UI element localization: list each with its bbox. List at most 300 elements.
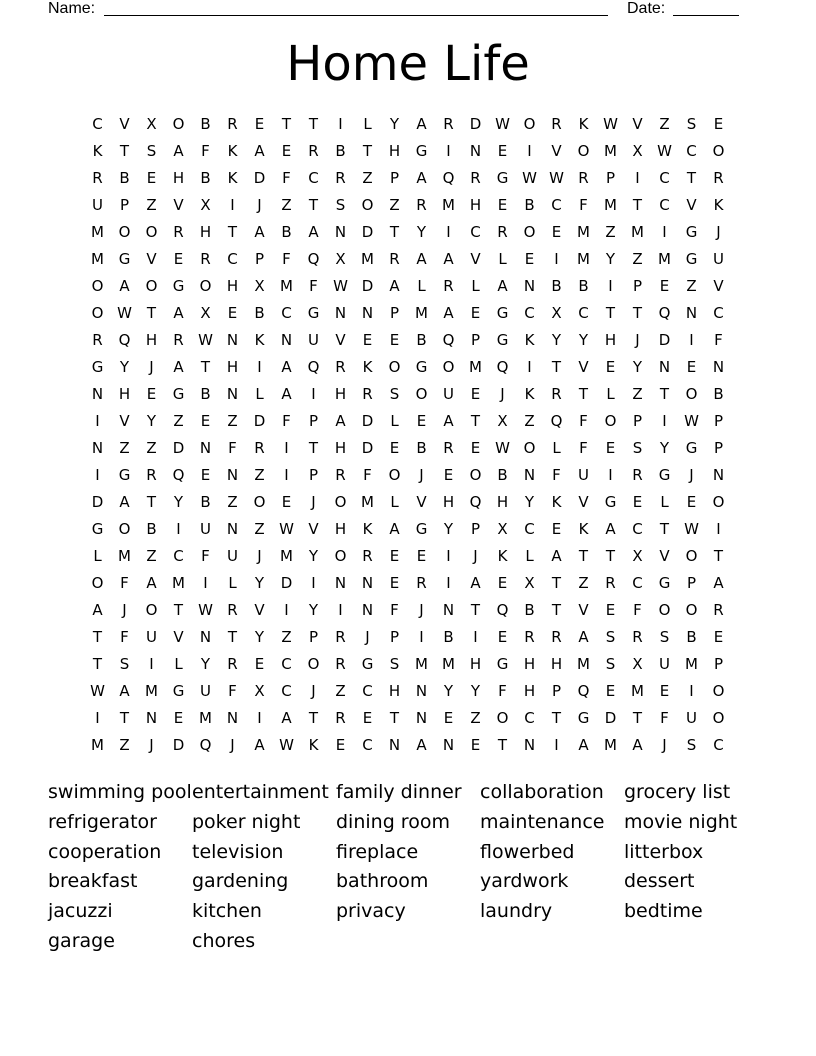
grid-letter: F: [390, 601, 399, 619]
grid-letter: U: [713, 250, 724, 268]
grid-letter: E: [443, 466, 454, 484]
grid-letter: S: [686, 736, 697, 754]
grid-letter: T: [362, 142, 373, 160]
grid-letter: R: [173, 223, 184, 241]
grid-letter: B: [524, 601, 535, 619]
word-list-item: garage: [48, 929, 115, 952]
grid-letter: I: [689, 682, 694, 700]
grid-letter: I: [284, 466, 289, 484]
grid-letter: C: [524, 709, 535, 727]
grid-letter: J: [500, 385, 505, 403]
grid-letter: Y: [200, 655, 211, 673]
grid-letter: E: [146, 385, 157, 403]
grid-letter: E: [497, 196, 508, 214]
grid-letter: T: [605, 547, 616, 565]
grid-letter: N: [145, 709, 158, 727]
grid-letter: M: [469, 358, 482, 376]
grid-letter: E: [497, 628, 508, 646]
grid-letter: T: [281, 115, 292, 133]
grid-letter: E: [551, 223, 562, 241]
name-blank-line: [104, 15, 608, 16]
grid-letter: A: [335, 412, 346, 430]
grid-letter: R: [335, 655, 346, 673]
grid-letter: I: [257, 358, 262, 376]
grid-letter: R: [416, 196, 427, 214]
grid-letter: O: [118, 520, 131, 538]
grid-letter: M: [604, 196, 617, 214]
grid-letter: Q: [496, 601, 509, 619]
grid-letter: Z: [119, 439, 130, 457]
grid-letter: W: [684, 412, 699, 430]
grid-letter: N: [226, 520, 239, 538]
grid-letter: I: [446, 142, 451, 160]
grid-letter: O: [172, 115, 185, 133]
grid-letter: E: [659, 277, 670, 295]
grid-letter: N: [199, 628, 212, 646]
grid-letter: X: [632, 655, 643, 673]
grid-letter: A: [281, 385, 292, 403]
grid-letter: F: [282, 250, 291, 268]
grid-letter: M: [91, 250, 104, 268]
grid-letter: P: [713, 655, 724, 673]
grid-letter: T: [551, 574, 562, 592]
grid-letter: O: [469, 466, 482, 484]
grid-letter: J: [662, 736, 667, 754]
grid-letter: B: [335, 142, 346, 160]
grid-letter: N: [91, 439, 104, 457]
grid-letter: E: [389, 547, 400, 565]
grid-letter: C: [281, 655, 292, 673]
grid-letter: W: [333, 277, 348, 295]
grid-letter: B: [416, 331, 427, 349]
grid-letter: I: [635, 169, 640, 187]
grid-letter: N: [226, 709, 239, 727]
grid-letter: F: [201, 142, 210, 160]
grid-letter: O: [523, 439, 536, 457]
grid-letter: Y: [254, 628, 265, 646]
grid-letter: V: [659, 547, 670, 565]
grid-letter: U: [308, 331, 319, 349]
grid-letter: I: [176, 520, 181, 538]
grid-letter: E: [389, 439, 400, 457]
grid-letter: B: [416, 439, 427, 457]
grid-letter: A: [416, 115, 427, 133]
grid-letter: E: [686, 493, 697, 511]
grid-letter: H: [226, 277, 239, 295]
grid-letter: E: [389, 574, 400, 592]
grid-letter: G: [172, 385, 185, 403]
grid-letter: A: [416, 169, 427, 187]
grid-letter: Z: [686, 277, 697, 295]
grid-letter: I: [95, 412, 100, 430]
grid-letter: V: [416, 493, 427, 511]
grid-letter: A: [119, 277, 130, 295]
grid-letter: T: [308, 115, 319, 133]
grid-letter: Y: [632, 358, 643, 376]
grid-letter: B: [524, 196, 535, 214]
grid-letter: X: [200, 304, 211, 322]
grid-letter: S: [632, 439, 643, 457]
grid-letter: U: [443, 385, 454, 403]
grid-letter: S: [389, 655, 400, 673]
grid-letter: E: [200, 466, 211, 484]
grid-letter: B: [551, 277, 562, 295]
grid-letter: N: [712, 358, 725, 376]
grid-letter: I: [554, 250, 559, 268]
grid-letter: F: [660, 709, 669, 727]
grid-letter: H: [172, 169, 185, 187]
grid-letter: D: [361, 277, 374, 295]
grid-letter: W: [279, 736, 294, 754]
grid-letter: C: [524, 520, 535, 538]
grid-letter: R: [578, 169, 589, 187]
grid-letter: T: [308, 196, 319, 214]
grid-letter: P: [308, 466, 319, 484]
grid-letter: I: [608, 277, 613, 295]
grid-letter: N: [685, 304, 698, 322]
grid-letter: R: [227, 601, 238, 619]
grid-letter: R: [92, 331, 103, 349]
grid-letter: T: [578, 547, 589, 565]
grid-letter: U: [227, 547, 238, 565]
word-list-item: flowerbed: [480, 840, 575, 863]
grid-letter: C: [713, 304, 724, 322]
grid-letter: L: [255, 385, 264, 403]
grid-letter: G: [415, 358, 428, 376]
grid-letter: R: [551, 385, 562, 403]
grid-letter: G: [685, 439, 698, 457]
grid-letter: L: [363, 115, 372, 133]
grid-letter: P: [470, 520, 481, 538]
grid-letter: R: [254, 439, 265, 457]
grid-letter: Q: [496, 358, 509, 376]
grid-letter: F: [120, 628, 129, 646]
grid-letter: T: [389, 223, 400, 241]
grid-letter: Q: [469, 493, 482, 511]
word-list-item: grocery list: [624, 781, 731, 803]
grid-letter: T: [551, 358, 562, 376]
grid-letter: C: [686, 142, 697, 160]
grid-letter: G: [685, 223, 698, 241]
grid-letter: M: [577, 250, 590, 268]
grid-letter: L: [660, 493, 669, 511]
grid-letter: O: [442, 358, 455, 376]
grid-letter: R: [362, 385, 373, 403]
grid-letter: K: [227, 142, 238, 160]
grid-letter: H: [469, 196, 482, 214]
grid-letter: W: [198, 331, 213, 349]
grid-letter: E: [713, 628, 724, 646]
grid-letter: N: [361, 601, 374, 619]
grid-letter: R: [200, 250, 211, 268]
grid-letter: B: [443, 628, 454, 646]
grid-letter: K: [524, 331, 535, 349]
grid-letter: I: [257, 709, 262, 727]
grid-letter: X: [551, 304, 562, 322]
grid-letter: S: [605, 655, 616, 673]
grid-letter: H: [226, 358, 239, 376]
grid-letter: G: [604, 493, 617, 511]
grid-letter: P: [713, 412, 724, 430]
grid-letter: M: [631, 223, 644, 241]
grid-letter: I: [527, 358, 532, 376]
grid-letter: A: [416, 736, 427, 754]
grid-letter: C: [173, 547, 184, 565]
grid-letter: A: [281, 709, 292, 727]
grid-letter: J: [635, 331, 640, 349]
grid-letter: J: [257, 196, 262, 214]
grid-letter: V: [578, 601, 589, 619]
grid-letter: Y: [524, 493, 535, 511]
grid-letter: Z: [146, 547, 157, 565]
grid-letter: O: [712, 493, 725, 511]
grid-letter: H: [334, 520, 347, 538]
grid-letter: M: [361, 493, 374, 511]
grid-letter: J: [311, 682, 316, 700]
grid-letter: K: [227, 169, 238, 187]
grid-letter: I: [230, 196, 235, 214]
grid-letter: M: [577, 655, 590, 673]
grid-letter: O: [685, 547, 698, 565]
grid-letter: B: [254, 304, 265, 322]
grid-letter: A: [119, 682, 130, 700]
grid-letter: O: [523, 115, 536, 133]
grid-letter: M: [577, 223, 590, 241]
grid-letter: D: [91, 493, 104, 511]
grid-letter: E: [713, 115, 724, 133]
grid-letter: X: [497, 520, 508, 538]
grid-letter: V: [551, 142, 562, 160]
grid-letter: O: [334, 547, 347, 565]
grid-letter: B: [281, 223, 292, 241]
grid-letter: Y: [308, 601, 319, 619]
grid-letter: M: [415, 304, 428, 322]
grid-letter: N: [361, 574, 374, 592]
grid-letter: P: [551, 682, 562, 700]
grid-letter: G: [658, 574, 671, 592]
grid-letter: R: [497, 223, 508, 241]
grid-letter: Z: [335, 682, 346, 700]
grid-letter: H: [523, 655, 536, 673]
grid-letter: M: [280, 277, 293, 295]
grid-letter: I: [95, 466, 100, 484]
grid-letter: E: [551, 520, 562, 538]
grid-letter: P: [308, 628, 319, 646]
grid-letter: E: [146, 169, 157, 187]
grid-letter: V: [713, 277, 724, 295]
grid-letter: E: [200, 412, 211, 430]
grid-letter: P: [632, 412, 643, 430]
grid-letter: X: [335, 250, 346, 268]
grid-letter: W: [279, 520, 294, 538]
grid-letter: M: [658, 250, 671, 268]
grid-letter: G: [91, 358, 104, 376]
grid-letter: T: [146, 304, 157, 322]
grid-letter: T: [119, 709, 130, 727]
grid-letter: F: [201, 547, 210, 565]
grid-letter: C: [551, 196, 562, 214]
grid-letter: A: [173, 358, 184, 376]
header-line: [48, 0, 748, 18]
grid-letter: I: [311, 574, 316, 592]
grid-letter: C: [470, 223, 481, 241]
grid-letter: A: [173, 304, 184, 322]
grid-letter: F: [552, 466, 561, 484]
grid-letter: D: [658, 331, 671, 349]
grid-letter: F: [714, 331, 723, 349]
grid-letter: E: [605, 682, 616, 700]
grid-letter: Z: [632, 250, 643, 268]
grid-letter: F: [282, 169, 291, 187]
word-list: [48, 778, 768, 957]
grid-letter: Z: [146, 196, 157, 214]
date-label: Date:: [627, 0, 666, 17]
grid-letter: H: [199, 223, 212, 241]
grid-letter: R: [146, 466, 157, 484]
grid-letter: E: [416, 412, 427, 430]
word-list-item: dining room: [336, 810, 450, 833]
grid-letter: C: [281, 682, 292, 700]
grid-letter: I: [554, 736, 559, 754]
grid-letter: R: [443, 277, 454, 295]
grid-letter: Z: [389, 196, 400, 214]
grid-letter: G: [118, 466, 131, 484]
word-list-item: dessert: [624, 870, 695, 893]
grid-letter: V: [173, 196, 184, 214]
grid-letter: G: [361, 655, 374, 673]
grid-letter: J: [257, 547, 262, 565]
grid-letter: T: [146, 493, 157, 511]
word-list-item: privacy: [336, 900, 406, 923]
grid-letter: A: [254, 142, 265, 160]
grid-letter: T: [173, 601, 184, 619]
grid-letter: O: [91, 277, 104, 295]
grid-letter: G: [91, 520, 104, 538]
grid-letter: R: [605, 574, 616, 592]
grid-letter: Q: [442, 331, 455, 349]
grid-letter: E: [470, 385, 481, 403]
grid-letter: R: [173, 331, 184, 349]
grid-letter: R: [335, 466, 346, 484]
grid-letter: L: [417, 277, 426, 295]
grid-letter: H: [334, 385, 347, 403]
grid-letter: Q: [307, 358, 320, 376]
grid-letter: N: [91, 385, 104, 403]
grid-letter: C: [92, 115, 103, 133]
grid-letter: A: [308, 223, 319, 241]
grid-letter: N: [415, 682, 428, 700]
grid-letter: I: [689, 331, 694, 349]
grid-letter: L: [390, 493, 399, 511]
grid-letter: G: [577, 709, 590, 727]
grid-letter: X: [254, 682, 265, 700]
grid-letter: F: [498, 682, 507, 700]
grid-letter: O: [91, 304, 104, 322]
grid-letter: K: [362, 358, 373, 376]
grid-letter: E: [254, 115, 265, 133]
grid-letter: A: [389, 277, 400, 295]
grid-letter: A: [443, 304, 454, 322]
grid-letter: X: [146, 115, 157, 133]
grid-letter: T: [92, 628, 103, 646]
grid-letter: Z: [254, 520, 265, 538]
word-list-item: collaboration: [480, 781, 604, 803]
grid-letter: V: [578, 358, 589, 376]
grid-letter: N: [469, 142, 482, 160]
grid-letter: Z: [659, 115, 670, 133]
word-list-item: cooperation: [48, 840, 162, 863]
grid-letter: I: [662, 223, 667, 241]
grid-letter: P: [632, 277, 643, 295]
grid-letter: Z: [146, 439, 157, 457]
grid-letter: L: [525, 547, 534, 565]
grid-letter: R: [470, 169, 481, 187]
grid-letter: Z: [254, 466, 265, 484]
grid-letter: J: [365, 628, 370, 646]
grid-letter: R: [335, 628, 346, 646]
grid-letter: I: [203, 574, 208, 592]
grid-letter: R: [335, 169, 346, 187]
grid-letter: F: [309, 277, 318, 295]
grid-letter: U: [92, 196, 103, 214]
grid-letter: Q: [442, 169, 455, 187]
word-list-item: kitchen: [192, 900, 262, 923]
word-list-item: litterbox: [624, 840, 704, 863]
grid-letter: R: [443, 439, 454, 457]
grid-letter: E: [686, 358, 697, 376]
word-list-item: refrigerator: [48, 810, 157, 833]
grid-letter: E: [416, 547, 427, 565]
grid-letter: K: [713, 196, 724, 214]
grid-letter: V: [335, 331, 346, 349]
grid-letter: C: [659, 169, 670, 187]
grid-letter: T: [659, 520, 670, 538]
grid-letter: O: [145, 601, 158, 619]
grid-letter: N: [442, 601, 455, 619]
grid-letter: O: [118, 223, 131, 241]
grid-letter: T: [578, 385, 589, 403]
grid-letter: B: [578, 277, 589, 295]
grid-letter: G: [496, 304, 509, 322]
grid-letter: A: [281, 358, 292, 376]
grid-letter: N: [523, 277, 536, 295]
grid-letter: N: [226, 385, 239, 403]
grid-letter: T: [632, 304, 643, 322]
grid-letter: B: [146, 520, 157, 538]
grid-letter: K: [362, 520, 373, 538]
grid-letter: E: [605, 601, 616, 619]
grid-letter: B: [200, 385, 211, 403]
grid-letter: P: [713, 439, 724, 457]
grid-letter: K: [308, 736, 319, 754]
grid-letter: T: [632, 196, 643, 214]
word-list-item: yardwork: [480, 870, 569, 893]
grid-letter: Y: [605, 250, 616, 268]
grid-letter: W: [90, 682, 105, 700]
grid-letter: G: [496, 169, 509, 187]
grid-letter: I: [473, 628, 478, 646]
grid-letter: C: [308, 169, 319, 187]
grid-letter: D: [172, 439, 185, 457]
grid-letter: E: [497, 574, 508, 592]
grid-letter: U: [578, 466, 589, 484]
grid-letter: I: [95, 709, 100, 727]
word-list-item: maintenance: [480, 810, 605, 833]
grid-letter: J: [149, 736, 154, 754]
grid-letter: O: [577, 142, 590, 160]
grid-letter: A: [119, 493, 130, 511]
grid-letter: I: [338, 601, 343, 619]
